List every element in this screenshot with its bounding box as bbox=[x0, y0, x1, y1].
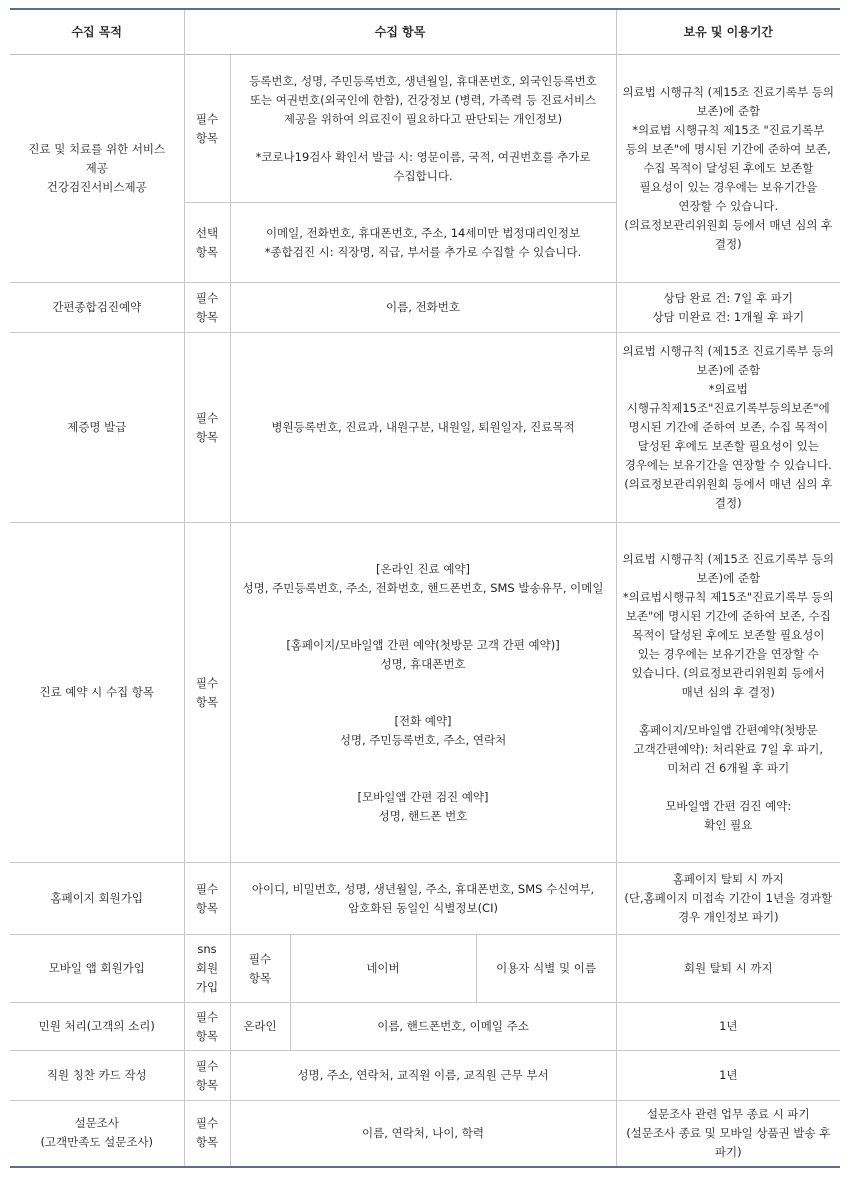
purpose-cell: 모바일 앱 회원가입 bbox=[10, 935, 184, 1003]
purpose-cell: 진료 및 치료를 위한 서비스 제공 건강검진서비스제공 bbox=[10, 55, 184, 283]
privacy-collection-table bbox=[10, 8, 840, 1168]
purpose-cell: 민원 처리(고객의 소리) bbox=[10, 1003, 184, 1051]
items-cell: 이름, 연락처, 나이, 학력 bbox=[230, 1101, 616, 1167]
retention-cell: 의료법 시행규칙 (제15조 진료기록부 등의 보존)에 준함 *의료법 시행규칙제15조"진료기록부등의보존"에 명시된 기간에 준하여 보존, 수집 목적이 달성된 후에도 보존할 필요성이 있는 경우에는 보유기간을 연장할 수 있습니다. (의료정보관리위원회 등에서 매년 심의 후 결정) bbox=[616, 333, 840, 523]
table-row bbox=[10, 523, 840, 863]
purpose-cell: 홈페이지 회원가입 bbox=[10, 863, 184, 935]
items-cell: 등록번호, 성명, 주민등록번호, 생년월일, 휴대폰번호, 외국인등록번호 또는 여권번호(외국인에 한함), 건강정보 (병력, 가족력 등 진료서비스 제공을 위하여 의료진이 필요하다고 판단되는 개인정보) *코로나19검사 확인서 발급 시: 영문이름, 국적, 여권번호를 추가로 수집합니다. bbox=[230, 55, 616, 203]
retention-cell: 회원 탈퇴 시 까지 bbox=[616, 935, 840, 1003]
retention-cell: 1년 bbox=[616, 1003, 840, 1051]
table-row bbox=[10, 863, 840, 935]
channel-cell: 온라인 bbox=[230, 1003, 290, 1051]
table-row bbox=[10, 1101, 840, 1167]
retention-cell: 설문조사 관련 업무 종료 시 파기 (설문조사 종료 및 모바일 상품권 발송 후 파기) bbox=[616, 1101, 840, 1167]
retention-cell: 의료법 시행규칙 (제15조 진료기록부 등의 보존)에 준함 *의료법 시행규칙 제15조 "진료기록부 등의 보존"에 명시된 기간에 준하여 보존, 수집 목적이 달성된 후에도 보존할 필요성이 있는 경우에는 보유기간을 연장할 수 있습니다. (의료정보관리위원회 등에서 매년 심의 후 결정) bbox=[616, 55, 840, 283]
required-label: 필수 항목 bbox=[230, 935, 290, 1003]
sns-label: sns 회원 가입 bbox=[184, 935, 230, 1003]
table-row bbox=[10, 283, 840, 333]
required-label: 필수 항목 bbox=[184, 1003, 230, 1051]
purpose-cell: 직원 칭찬 카드 작성 bbox=[10, 1051, 184, 1101]
provider-cell: 네이버 bbox=[290, 935, 476, 1003]
items-cell: 성명, 주소, 연락처, 교직원 이름, 교직원 근무 부서 bbox=[230, 1051, 616, 1101]
required-label: 필수 항목 bbox=[184, 1101, 230, 1167]
items-cell: 이메일, 전화번호, 휴대폰번호, 주소, 14세미만 법정대리인정보 *종합검진 시: 직장명, 직급, 부서를 추가로 수집할 수 있습니다. bbox=[230, 203, 616, 283]
items-cell: 이용자 식별 및 이름 bbox=[476, 935, 616, 1003]
optional-label: 선택 항목 bbox=[184, 203, 230, 283]
purpose-cell: 설문조사 (고객만족도 설문조사) bbox=[10, 1101, 184, 1167]
table-row bbox=[10, 1003, 840, 1051]
retention-cell: 홈페이지 탈퇴 시 까지 (단,홈페이지 미접속 기간이 1년을 경과할 경우 개인정보 파기) bbox=[616, 863, 840, 935]
table-header-row bbox=[10, 9, 840, 55]
required-label: 필수 항목 bbox=[184, 333, 230, 523]
table-row bbox=[10, 55, 840, 203]
required-label: 필수 항목 bbox=[184, 523, 230, 863]
items-cell: [온라인 진료 예약] 성명, 주민등록번호, 주소, 전화번호, 핸드폰번호, SMS 발송유무, 이메일 [홈페이지/모바일앱 간편 예약(첫방문 고객 간편 예약)] 성명, 휴대폰번호 [전화 예약] 성명, 주민등록번호, 주소, 연락처 [모바일앱 간편 검진 예약] 성명, 핸드폰 번호 bbox=[230, 523, 616, 863]
header-purpose: 수집 목적 bbox=[10, 9, 184, 55]
purpose-cell: 진료 예약 시 수집 항목 bbox=[10, 523, 184, 863]
items-cell: 이름, 핸드폰번호, 이메일 주소 bbox=[290, 1003, 616, 1051]
retention-cell: 1년 bbox=[616, 1051, 840, 1101]
header-items: 수집 항목 bbox=[184, 9, 616, 55]
table-row bbox=[10, 1051, 840, 1101]
items-cell: 이름, 전화번호 bbox=[230, 283, 616, 333]
retention-cell: 상담 완료 건: 7일 후 파기 상담 미완료 건: 1개월 후 파기 bbox=[616, 283, 840, 333]
required-label: 필수 항목 bbox=[184, 1051, 230, 1101]
required-label: 필수 항목 bbox=[184, 283, 230, 333]
items-cell: 병원등록번호, 진료과, 내원구분, 내원일, 퇴원일자, 진료목적 bbox=[230, 333, 616, 523]
privacy-table-container bbox=[10, 8, 840, 1168]
table-row bbox=[10, 333, 840, 523]
required-label: 필수 항목 bbox=[184, 863, 230, 935]
required-label: 필수 항목 bbox=[184, 55, 230, 203]
header-retention: 보유 및 이용기간 bbox=[616, 9, 840, 55]
retention-cell: 의료법 시행규칙 (제15조 진료기록부 등의 보존)에 준함 *의료법시행규칙 제15조"진료기록부 등의 보존"에 명시된 기간에 준하여 보존, 수집 목적이 달성된 후에도 보존할 필요성이 있는 경우에는 보유기간을 연장할 수 있습니다. (의료정보관리위원회 등에서 매년 심의 후 결정) 홈페이지/모바일앱 간편예약(첫방문 고객간편예약): 처리완료 7일 후 파기, 미처리 건 6개월 후 파기 모바일앱 간편 검진 예약: 확인 필요 bbox=[616, 523, 840, 863]
purpose-cell: 간편종합검진예약 bbox=[10, 283, 184, 333]
purpose-cell: 제증명 발급 bbox=[10, 333, 184, 523]
table-row bbox=[10, 935, 840, 1003]
items-cell: 아이디, 비밀번호, 성명, 생년월일, 주소, 휴대폰번호, SMS 수신여부, 암호화된 동일인 식별정보(CI) bbox=[230, 863, 616, 935]
